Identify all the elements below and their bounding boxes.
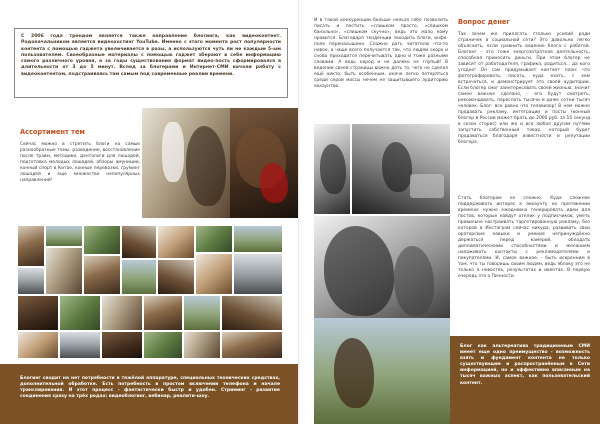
collage-photo bbox=[222, 296, 282, 330]
col2-text: Так зачем же прилагать столько усилий ради страничек в социальной сети? Это довольно легко объяснить, если сравнить ведение блога с работой. Блогинг - это тоже энергозатратная деятельность, способная приносить деньги. При этом блогер не зависит от работодателя, графика, родиться... да кого угодно! Он сам придумывает контент план: что фотографировать, писать, куда ехать, с кем встречаться, и демонстрирует это своей аудитории. Если блогер смог заинтересовать своей жизнью, значит самое важное сделано, - его будут смотреть, рекомендовать, переслать тысячи и даже сотни тысяч человек. Блог- все равно что телевизор! В нем можно продавать рекламу, интеграции и посты (конный блогер в России может брать до 2000 руб. за 15 секунд в сезон сторис) или же и все любая другим путями запустить собственный товар, который будет продаваться благодаря известности и репутации блогера. bbox=[458, 32, 590, 145]
collage-photo bbox=[46, 226, 82, 246]
right-page bbox=[300, 0, 600, 424]
left-bottom-band bbox=[0, 364, 300, 424]
bw-woman-horse-photo bbox=[314, 216, 450, 334]
assortment-title: Ассортимент тем bbox=[20, 128, 85, 136]
collage-photo bbox=[84, 256, 120, 294]
question-title: Вопрос денег bbox=[458, 18, 510, 26]
collage-photo bbox=[234, 226, 282, 252]
collage-photo bbox=[184, 332, 220, 358]
collage-photo bbox=[158, 226, 194, 258]
bw-woman-laptop-photo bbox=[352, 124, 450, 214]
horse-house-photo bbox=[314, 318, 450, 424]
col2-text-b: Стать блогером не сложно. Куда сложнее поддерживать интерес к аккаунту на протяжении времени: нужно ежедневно генерировать идеи для постов, которые найдут отклик у подписчиков, уметь правильно настраивать таргетированную рекламу, без которой в Инстаграм сейчас никуда, развивать свои ораторские навыки и умение непринуждённо держаться перед камерой, обладать дипломатическими способностями и желанием налаживать контакты с рекламодателями и покупателями. И, самое важное, - быть искренним в том, что ты говоришь своим людям, ведь яблоку это не только о новостях, результатах и ивентах. В первую очередь это о Личности. bbox=[458, 196, 590, 279]
collage-photo bbox=[46, 248, 82, 294]
collage-photo bbox=[60, 296, 100, 330]
left-bottom-text: Блогинг сводит на нет потребности в тяжёлой аппаратуре, специальных технических средствах, дополнительной обработке. Есть потребность в простом включении телефона и начале транслирования. И этот процесс - фантастически быстр и удобен. Стриминг - развитие соединения сразу на трёх родах: видеоблогинг, вебинар, реалити-шоу. bbox=[20, 376, 280, 400]
collage-photo bbox=[144, 332, 182, 358]
collage-photo bbox=[144, 296, 182, 330]
collage-photo bbox=[122, 260, 156, 294]
intro-box bbox=[14, 28, 288, 98]
collage-photo bbox=[196, 226, 232, 252]
intro-text: С 2006 года трендом является также направление блогинга, как видеоконтент. Родоначальником является видеохостинг YouTube. Именно с этого момента рост популярности контента с помощью гаджета увеличивается в разы, а используются чуть ли не каждым 5-ым пользователем. Своеобразные материалы с помощью гаджет зберают в себе информацию самого различного уровня, а за годы существования формат видео-пость сформировался в длительности от 3 до 5 минут. Вслед за блогерами и Интернет-СМИ начали работу с видеоконтентом, подстраиваясь там самым под современные реалии времени. bbox=[21, 34, 281, 77]
assortment-text: Сейчас можно в стретить блоги на самые разнообразные темы: разведение, восстановление после травм, методики, дентологи для лошадей, подготовка молодых лошадей, обзоры амуниции, конный спорт в Китае, конные перевозки, груминг лошадей и еще множество непопулярных направлений! bbox=[20, 142, 140, 183]
right-bottom-band bbox=[450, 336, 600, 424]
horse-closeup-photo bbox=[230, 108, 300, 218]
collage-photo bbox=[184, 296, 220, 330]
collage-photo bbox=[84, 226, 120, 254]
collage-photo bbox=[60, 332, 100, 358]
col1-text: И в такой конкуренции больше нельзя себе позволить писать и постить «слишком просто, «слишком банально», «слишком скучно», ведь это мало кому нравится. Благодаря тенденции заходить блоги, инфо-поле перенасыщено. Сложно дать читателю что-то новое, а чаще всего получается так, что людям скоро и снова приходится перечитывать одно и тоже разными словами. А ведь народ и не далеко не глупый! В ведении своей страницы важно дать то, чего не сделал ещё никто, быть особенным, иначе легко потеряться среди серой массы нечем не защитывшего аудиторию аккаунтов. bbox=[314, 18, 448, 89]
collage-photo bbox=[18, 296, 58, 330]
collage-photo bbox=[102, 296, 142, 330]
collage-photo bbox=[18, 332, 58, 358]
right-bottom-text: Блог как альтернатива традиционным СМИ имеет еще одно преимущество - возможность взять и фундамент контента не только существующим и распространённым в Сети информацией, но и эффективно вписанным на тысяч важных аспект, как пользовательский контент. bbox=[460, 344, 590, 386]
bw-horse-photo bbox=[314, 124, 350, 214]
rider-photo bbox=[142, 108, 230, 218]
collage-photo bbox=[18, 226, 44, 266]
collage-photo bbox=[102, 332, 142, 358]
collage-photo bbox=[234, 254, 282, 294]
collage-photo bbox=[122, 226, 156, 258]
collage-photo bbox=[222, 332, 282, 358]
collage-photo bbox=[196, 254, 232, 294]
collage-photo bbox=[158, 260, 194, 294]
collage-photo bbox=[18, 268, 44, 294]
